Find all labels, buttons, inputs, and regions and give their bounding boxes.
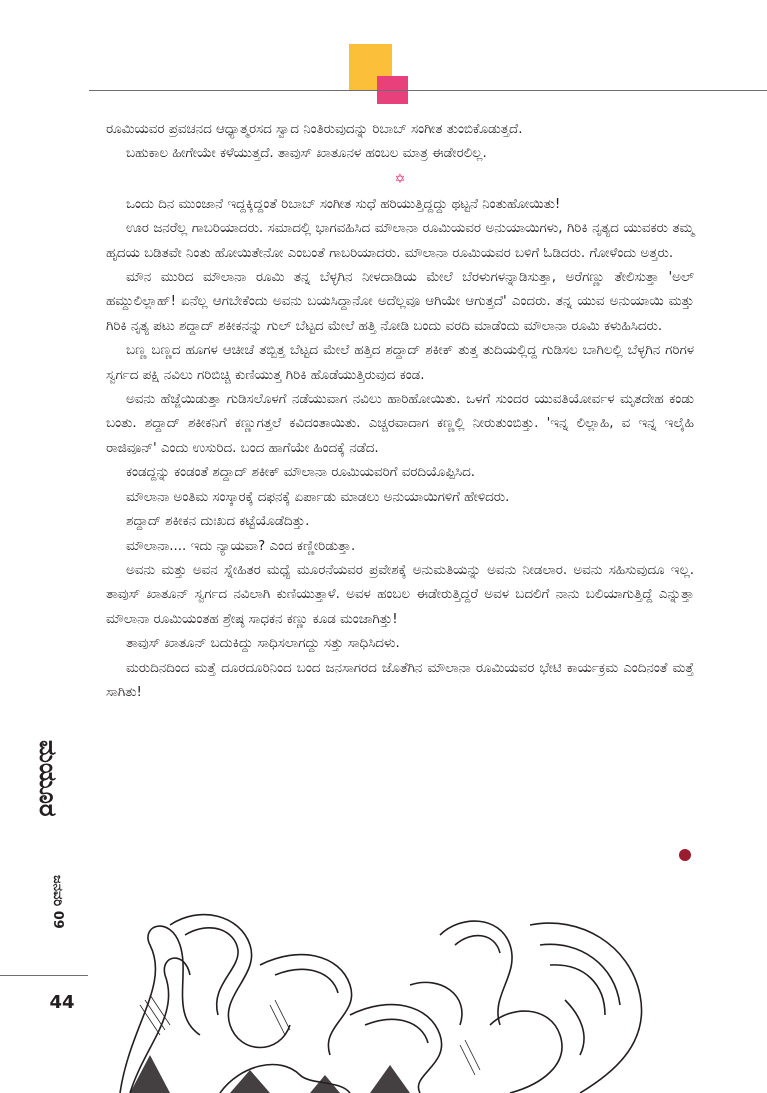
magazine-title: ಮಯೂರ (34, 740, 63, 817)
paragraph: ತಾವುಸ್ ಖಾತೂನ್ ಬದುಕಿದ್ದು ಸಾಧಿಸಲಾಗದ್ದು ಸತ್ತು ಸಾಧಿಸಿದಳು. (126, 636, 400, 652)
bottom-divider (0, 975, 88, 976)
page-number: 44 (49, 992, 75, 1013)
paragraph: ಬಹುಕಾಲ ಹೀಗೇಯೇ ಕಳೆಯುತ್ತದೆ. ತಾವುಸ್ ಖಾತೂನಳ ಹಂಬಲ ಮಾತ್ರ ಈಡೇರಲಿಲ್ಲ. (126, 146, 487, 162)
paragraph: ಬಣ್ಣ ಬಣ್ಣದ ಹೂಗಳ ಆಚೀಚೆ ತಬ್ಬಿತ್ತ ಬೆಟ್ಟದ ಮೇಲೆ ಹತ್ತಿದ ಶದ್ದಾದ್ ಶಕೀಕ್ ತುತ್ತ ತುದಿಯಲ್ಲಿದ್ದ ಗುಡಿಸಲ ಬಾಗಿಲಲ್ಲಿ ಬೆಳ್ಳಗಿನ ಗರಿಗಳ ಸ್ವರ್ಗದ ಪಕ್ಷಿ ನವಿಲು ಗರಿಬಿಚ್ಚಿ ಕುಣಿಯುತ್ತ ಗಿರಿಕಿ ಹೊಡೆಯುತ್ತಿರುವುದ ಕಂಡ. (106, 343, 694, 383)
magazine-sidebar (35, 740, 91, 970)
paragraph: ಒಂದು ದಿನ ಮುಂಜಾನೆ ಇದ್ದಕ್ಕಿದ್ದಂತೆ ರಿಬಾಬ್ ಸಂಗೀತ ಸುಧೆ ಹರಿಯುತ್ತಿದ್ದದ್ದು ಥಟ್ಟನೆ ನಿಂತುಹೋಯಿತು! (126, 196, 561, 212)
section-separator-star: ✡ (394, 171, 406, 187)
top-divider (89, 90, 767, 91)
paragraph: ರೂಮಿಯವರ ಪ್ರವಚನದ ಆಧ್ಯಾತ್ಮರಸದ ಸ್ವಾದ ನಿಂತಿರುವುದನ್ನು ರಿಬಾಬ್ ಸಂಗೀತ ತುಂಬಿಕೊಡುತ್ತದೆ. (106, 122, 523, 137)
paragraph: ಕಂಡದ್ದನ್ನು ಕಂಡಂತೆ ಶದ್ದಾದ್ ಶಕೀಕ್ ಮೌಲಾನಾ ರೂಮಿಯವರಿಗೆ ವರದಿಯೊಪ್ಪಿಸಿದ. (126, 465, 475, 481)
paragraph: ಅವನು ಹೆಜ್ಜೆಯಿಡುತ್ತಾ ಗುಡಿಸಲೊಳಗೆ ನಡೆಯುವಾಗ ನವಿಲು ಹಾರಿಹೋಯಿತು. ಒಳಗೆ ಸುಂದರ ಯುವತಿಯೋರ್ವಳ ಮೃತದೇಹ ಕಂಡು ಬಂತು. ಶದ್ದಾದ್ ಶಕೀಕನಿಗೆ ಕಣ್ಣುಗತ್ತಲೆ ಕವಿದಂತಾಯಿತು. ಎಚ್ಚರವಾದಾಗ ಕಣ್ಣಲ್ಲಿ ನೀರುತುಂಬಿತ್ತು. 'ಇನ್ನ ಲಿಲ್ಲಾಹಿ, ವ ಇನ್ನ ಇಲೈಹಿ ರಾಜಿವೂನ್' ಎಂದು ಉಸುರಿದ. ಬಂದ ಹಾಗೆಯೇ ಹಿಂದಕ್ಕೆ ನಡೆದ. (106, 392, 694, 456)
issue-label: ಜನವರಿ 09 (50, 875, 65, 929)
paragraph: ಮೌಲಾನಾ.... ಇದು ನ್ಯಾಯವಾ? ಎಂದ ಕಣ್ಣೀರಿಡುತ್ತಾ. (126, 538, 356, 554)
paragraph: ಮರುದಿನದಿಂದ ಮತ್ತೆ ದೂರದೂರಿನಿಂದ ಬಂದ ಜನಸಾಗರದ ಜೊತೆಗಿನ ಮೌಲಾನಾ ರೂಮಿಯವರ ಭೇಟಿ ಕಾರ್ಯಕ್ರಮ ಎಂದಿನಂತೆ ಮತ್ತೆ ಸಾಗಿತು! (106, 660, 694, 700)
paragraph: ಮೌಲಾನಾ ಅಂತಿಮ ಸಂಸ್ಕಾರಕ್ಕೆ ದಫನಕ್ಕೆ ಏರ್ಪಾಡು ಮಾಡಲು ಅನುಯಾಯಿಗಳಿಗೆ ಹೇಳಿದರು. (126, 489, 510, 505)
decorative-line-art-illustration (110, 905, 670, 1093)
article-body (106, 118, 694, 705)
paragraph: ಮೌನ ಮುರಿದ ಮೌಲಾನಾ ರೂಮಿ ತನ್ನ ಬೆಳ್ಳಗಿನ ನೀಳದಾಡಿಯ ಮೇಲೆ ಬೆರಳುಗಳನ್ನಾಡಿಸುತ್ತಾ, ಅರೆಗಣ್ಣು ತೇಲಿಸುತ್ತಾ 'ಅಲ್ ಹಮ್ದುಲಿಲ್ಲಾಹ್! ಏನೆಲ್ಲ ಆಗಬೇಕೆಂದು ಅವನು ಬಯಸಿದ್ದಾನೋ ಅದೆಲ್ಲವೂ ಆಗಿಯೇ ಆಗುತ್ತದೆ' ಎಂದರು. ತನ್ನ ಯುವ ಅನುಯಾಯಿ ಮತ್ತು ಗಿರಿಕಿ ನೃತ್ಯ ಪಟು ಶದ್ದಾದ್ ಶಕೀಕನನ್ನು ಗುಲ್ ಬೆಟ್ಟದ ಮೇಲೆ ಹತ್ತಿ ನೋಡಿ ಬಂದು ವರದಿ ಮಾಡೆಂದು ಮೌಲಾನಾ ರೂಮಿ ಕಳುಹಿಸಿದರು. (106, 270, 694, 334)
paragraph: ಶದ್ದಾದ್ ಶಕೀಕನ ದುಃಖದ ಕಟ್ಟೆಯೊಡೆದಿತ್ತು. (126, 514, 310, 530)
paragraph: ಊರ ಜನರೆಲ್ಲ ಗಾಬರಿಯಾದರು. ಸಮಾದಲ್ಲಿ ಭಾಗವಹಿಸಿದ ಮೌಲಾನಾ ರೂಮಿಯವರ ಅನುಯಾಯಿಗಳು, ಗಿರಿಕಿ ನೃತ್ಯದ ಯುವಕರು ತಮ್ಮ ಹೃದಯ ಬಡಿತವೇ ನಿಂತು ಹೋಯಿತೇನೋ ಎಂಬಂತೆ ಗಾಬರಿಯಾದರು. ಮೌಲಾನಾ ರೂಮಿಯವರ ಬಳಿಗೆ ಓಡಿದರು. ಗೋಳೆಂದು ಅತ್ತರು. (106, 221, 694, 261)
paragraph: ಅವನು ಮತ್ತು ಅವನ ಸ್ನೇಹಿತರ ಮಧ್ಯೆ ಮೂರನೆಯವರ ಪ್ರವೇಶಕ್ಕೆ ಅನುಮತಿಯನ್ನು ಅವನು ನೀಡಲಾರ. ಅವನು ಸಹಿಸುವುದೂ ಇಲ್ಲ. ತಾವುಸ್ ಖಾತೂನ್ ಸ್ವರ್ಗದ ನವಿಲಾಗಿ ಕುಣಿಯುತ್ತಾಳೆ. ಅವಳ ಹಂಬಲ ಈಡೇರುತ್ತಿದ್ದರೆ ಅವಳ ಬದಲಿಗೆ ನಾನು ಬಲಿಯಾಗುತ್ತಿದ್ದೆ ಎನ್ನುತ್ತಾ ಮೌಲಾನಾ ರೂಮಿಯಂತಹ ಶ್ರೇಷ್ಠ ಸಾಧಕನ ಕಣ್ಣು ಕೂಡ ಮಂಜಾಗಿತ್ತು! (106, 562, 694, 627)
end-of-article-dot (679, 849, 691, 861)
